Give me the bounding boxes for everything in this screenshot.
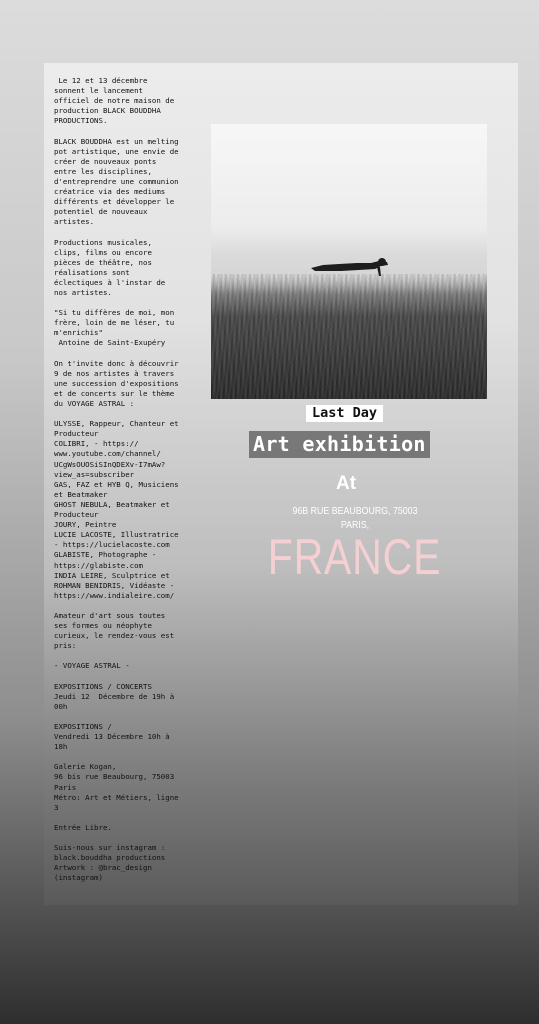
- post-body-text: Le 12 et 13 décembre sonnent le lancement officiel de notre maison de production BLACK BOUDDHA PRODUCTIONS. BLACK BOUDDHA est un melting pot artistique, une envie de créer de nouveaux ponts entre les disciplines, d'entreprendre une communion créatrice via des mediums différents et développer le potentiel de nouveaux artistes. Productions musicales, clips, films ou encore pièces de théâtre, nos réalisations sont éclectiques à l'instar de nos artistes. "Si tu diffères de moi, mon frère, loin de me léser, tu m'enrichis" Antoine de Saint-Exupéry On t'invite donc à découvrir 9 de nos artistes à travers une succession d'expositions et de concerts sur le thème du VOYAGE ASTRAL : ULYSSE, Rappeur, Chanteur et Producteur COLIBRI, - https:// www.youtube.com/channel/ UCgWsOUOSiSInQDEXv-I7mAw? view_as=subscriber GAS, FAZ et HYB Q, Musiciens et Beatmaker GHOST NEBULA, Beatmaker et Producteur JOURY, Peintre LUCIE LACOSTE, Illustratrice - https://lucielacoste.com GLABISTE, Photographe - https://glabiste.com INDIA LEIRE, Sculptrice et ROHMAN BENIDRIS, Vidéaste - https://www.indialeire.com/ Amateur d'art sous toutes ses formes ou néophyte curieux, le rendez-vous est pris: - VOYAGE ASTRAL - EXPOSITIONS / CONCERTS Jeudi 12 Décembre de 19h à 00h EXPOSITIONS / Vendredi 13 Décembre 10h à 18h Galerie Kogan, 96 bis rue Beaubourg, 75003 Paris Métro: Art et Métiers, ligne 3 Entrée Libre. Suis-nous sur instagram : black.bouddha productions Artwork : @brac_design (instagram): [54, 76, 179, 883]
- last-day-label: Last Day: [306, 405, 383, 422]
- country-text: FRANCE: [267, 529, 442, 585]
- levitating-figure-icon: [309, 255, 391, 277]
- at-label: At: [336, 473, 357, 494]
- address-text: 96B RUE BEAUBOURG, 75003 PARIS,: [292, 505, 418, 531]
- art-exhibition-label: Art exhibition: [249, 431, 430, 458]
- grass-field: [211, 274, 487, 399]
